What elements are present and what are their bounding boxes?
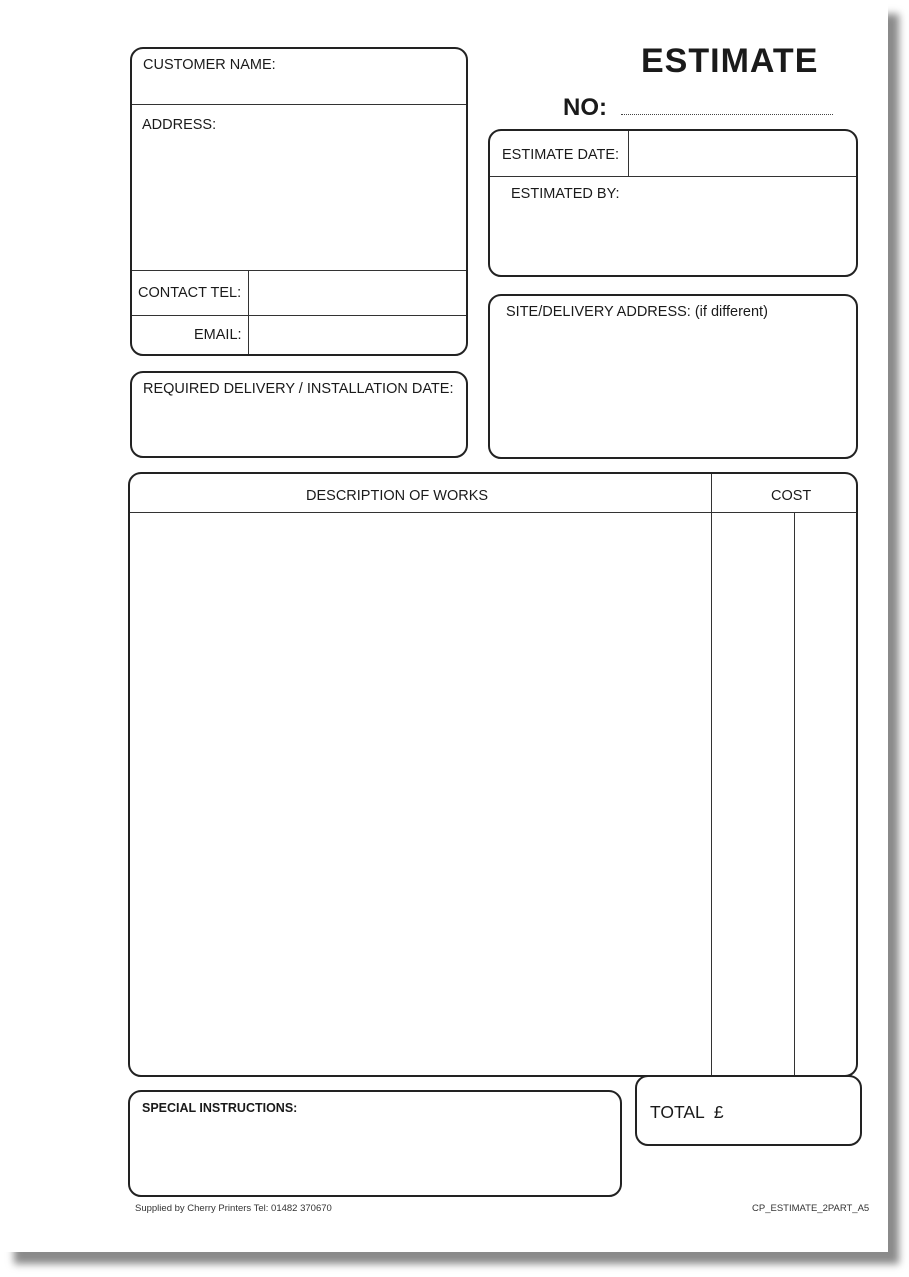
estimate-info-box — [488, 129, 858, 277]
site-address-label: SITE/DELIVERY ADDRESS: (if different) — [506, 304, 768, 320]
estimate-number-field[interactable] — [621, 114, 833, 115]
total-label: TOTAL £ — [650, 1102, 724, 1122]
site-address-box — [488, 294, 858, 459]
required-delivery-field[interactable] — [132, 403, 466, 456]
total-field[interactable] — [737, 1077, 860, 1144]
address-label: ADDRESS: — [142, 117, 217, 133]
description-header: DESCRIPTION OF WORKS — [306, 488, 489, 504]
description-field[interactable] — [130, 513, 711, 1075]
cost-pounds-field[interactable] — [712, 513, 794, 1075]
contact-tel-field[interactable] — [249, 271, 466, 315]
form-code-footer: CP_ESTIMATE_2PART_A5 — [752, 1203, 870, 1214]
email-field[interactable] — [249, 316, 466, 354]
required-delivery-box — [130, 371, 468, 458]
customer-name-field[interactable] — [282, 49, 466, 104]
cost-header: COST — [771, 488, 812, 504]
estimate-number-label: NO: — [563, 94, 607, 121]
special-instructions-field[interactable] — [130, 1120, 620, 1195]
required-delivery-label: REQUIRED DELIVERY / INSTALLATION DATE: — [143, 381, 454, 397]
supplier-footer: Supplied by Cherry Printers Tel: 01482 370670 — [135, 1203, 332, 1214]
estimated-by-label: ESTIMATED BY: — [511, 186, 620, 202]
cost-pence-field[interactable] — [795, 513, 856, 1075]
address-field[interactable] — [132, 105, 466, 270]
estimate-date-field[interactable] — [629, 131, 856, 176]
total-box — [635, 1075, 862, 1146]
email-label: EMAIL: — [194, 327, 242, 343]
contact-tel-label: CONTACT TEL: — [138, 285, 242, 301]
form-title: ESTIMATE — [641, 42, 819, 80]
estimate-date-label: ESTIMATE DATE: — [502, 147, 620, 163]
works-table — [128, 472, 858, 1077]
special-instructions-label: SPECIAL INSTRUCTIONS: — [142, 1101, 298, 1115]
special-instructions-box — [128, 1090, 622, 1197]
customer-box — [130, 47, 468, 356]
customer-name-label: CUSTOMER NAME: — [143, 57, 276, 73]
estimated-by-field[interactable] — [490, 177, 856, 275]
site-address-field[interactable] — [490, 326, 856, 457]
